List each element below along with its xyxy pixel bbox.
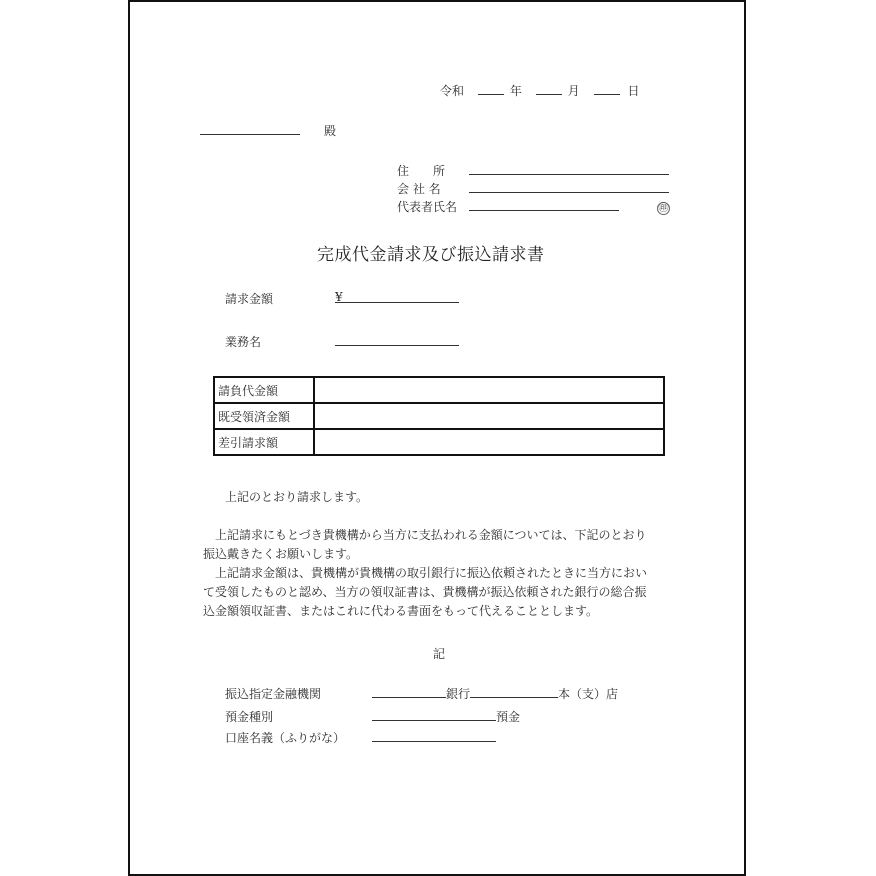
seal-mark: ㊞ bbox=[658, 203, 669, 214]
addressee-line bbox=[200, 122, 336, 139]
body-line-4: て受領したものと認め、当方の領収証書は、貴機構が振込依頼された銀行の総合振 bbox=[203, 585, 647, 599]
document-title: 完成代金請求及び振込請求書 bbox=[317, 245, 545, 265]
year-field[interactable] bbox=[478, 82, 504, 95]
date-line bbox=[440, 82, 640, 99]
branch-suffix: 本（支）店 bbox=[558, 687, 619, 701]
account-name-label: 口座名義（ふりがな） bbox=[225, 731, 346, 745]
request-amount-label: 請求金額 bbox=[225, 292, 274, 306]
bank-institution-label: 振込指定金融機関 bbox=[225, 687, 322, 701]
body-line-5: 込金額領収証書、またはこれに代わる書面をもって代えることとします。 bbox=[203, 604, 599, 618]
deposit-type-row bbox=[372, 708, 520, 725]
contract-amount-label: 請負代金額 bbox=[214, 377, 314, 403]
request-amount-field[interactable] bbox=[335, 290, 459, 303]
body-line-3: 上記請求金額は、貴機構が貴機構の取引銀行に振込依頼されたときに当方におい bbox=[215, 566, 648, 580]
company-label: 会 社 名 bbox=[397, 182, 441, 196]
contract-amount-cell[interactable] bbox=[314, 377, 664, 403]
work-name-row bbox=[335, 333, 459, 349]
work-name-field[interactable] bbox=[335, 333, 459, 346]
sender-rep-row bbox=[397, 198, 670, 215]
body-line-2: 振込戴きたくお願いします。 bbox=[203, 547, 359, 561]
day-field[interactable] bbox=[594, 82, 620, 95]
sender-address-row bbox=[397, 162, 669, 179]
address-field[interactable] bbox=[469, 162, 669, 175]
rep-field[interactable] bbox=[469, 198, 619, 211]
body-paragraph bbox=[203, 526, 647, 621]
request-amount-row bbox=[335, 290, 459, 304]
deposit-type-field[interactable] bbox=[372, 708, 496, 721]
balance-amount-cell[interactable] bbox=[314, 429, 664, 455]
year-label: 年 bbox=[509, 84, 522, 98]
table-row bbox=[214, 377, 664, 403]
deposit-type-label: 預金種別 bbox=[225, 710, 274, 724]
company-field[interactable] bbox=[469, 180, 669, 193]
bank-suffix: 銀行 bbox=[446, 687, 471, 701]
table-row bbox=[214, 403, 664, 429]
month-field[interactable] bbox=[536, 82, 562, 95]
address-label: 住 所 bbox=[397, 164, 446, 178]
bank-institution-row bbox=[372, 685, 618, 702]
yen-sign: ¥ bbox=[335, 290, 343, 304]
sender-company-row bbox=[397, 180, 669, 197]
received-amount-label: 既受領済金額 bbox=[214, 403, 314, 429]
account-name-row bbox=[372, 729, 496, 745]
body-line-1: 上記請求にもとづき貴機構から当方に支払われる金額については、下記のとおり bbox=[215, 528, 647, 542]
received-amount-cell[interactable] bbox=[314, 403, 664, 429]
table-row bbox=[214, 429, 664, 455]
branch-name-field[interactable] bbox=[470, 685, 558, 698]
request-statement: 上記のとおり請求します。 bbox=[225, 490, 369, 504]
ki-heading: 記 bbox=[433, 647, 446, 661]
day-label: 日 bbox=[627, 84, 640, 98]
amount-table bbox=[213, 376, 665, 456]
era-label: 令和 bbox=[440, 84, 465, 98]
bank-name-field[interactable] bbox=[372, 685, 446, 698]
month-label: 月 bbox=[567, 84, 580, 98]
balance-amount-label: 差引請求額 bbox=[214, 429, 314, 455]
work-name-label: 業務名 bbox=[225, 335, 262, 349]
document-page bbox=[128, 0, 746, 876]
addressee-honorific: 殿 bbox=[324, 124, 337, 138]
deposit-suffix: 預金 bbox=[496, 710, 521, 724]
rep-label: 代表者氏名 bbox=[397, 200, 458, 214]
account-name-field[interactable] bbox=[372, 729, 496, 742]
addressee-field[interactable] bbox=[200, 122, 300, 135]
